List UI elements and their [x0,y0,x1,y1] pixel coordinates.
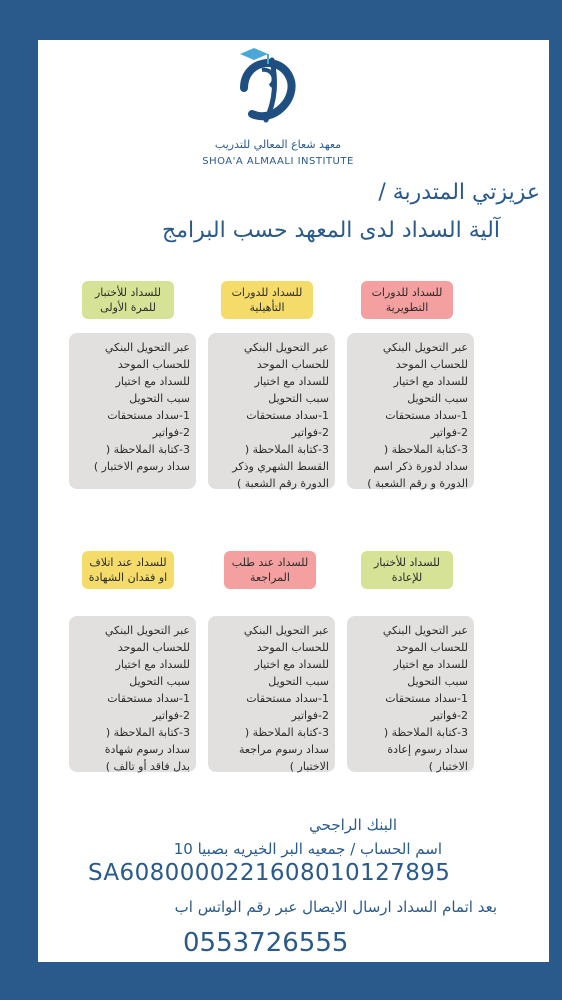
card-body-exam-retake: عبر التحويل البنكي للحساب الموحد للسداد مع اختيار سبب التحويل 1-سداد مستحقات 2-فواتير 3-كتابة الملاحظة ( سداد رسوم إعادة الاختبار ) [347,616,474,772]
card-body-review-request: عبر التحويل البنكي للحساب الموحد للسداد مع اختيار سبب التحويل 1-سداد مستحقات 2-فواتير 3-كتابة الملاحظة ( سداد رسوم مراجعة الاختبار ) [208,616,335,772]
logo-arabic-name: معهد شعاع المعالي للتدريب [214,138,342,151]
account-name: اسم الحساب / جمعيه البر الخيريه بصبيا 10 [173,840,442,858]
card-title-development-courses: للسداد للدورات التطويرية [361,281,453,319]
logo-english-name: SHOA'A ALMAALI INSTITUTE [202,156,354,167]
bank-name: البنك الراجحي [309,816,397,834]
content-card [38,40,549,962]
page-title: آلية السداد لدى المعهد حسب البرامج [162,218,500,243]
whatsapp-phone: 0553726555 [183,928,349,958]
institute-logo-icon [232,40,312,130]
card-title-qualifying-courses: للسداد للدورات التأهيلية [221,281,313,319]
card-title-review-request: للسداد عند طلب المراجعة [224,551,316,589]
card-body-development-courses: عبر التحويل البنكي للحساب الموحد للسداد مع اختيار سبب التحويل 1-سداد مستحقات 2-فواتير 3-كتابة الملاحظة ( سداد لدورة ذكر اسم الدورة و رقم الشعبة ) [347,333,474,489]
card-title-first-exam: للسداد للأختبار للمرة الأولى [82,281,174,319]
card-body-first-exam: عبر التحويل البنكي للحساب الموحد للسداد مع اختيار سبب التحويل 1-سداد مستحقات 2-فواتير 3-كتابة الملاحظة ( سداد رسوم الاختبار ) [69,333,196,489]
card-title-exam-retake: للسداد للأختبار للإعادة [361,551,453,589]
iban-number: SA6080000221608010127895 [88,860,451,886]
whatsapp-note: بعد اتمام السداد ارسال الايصال عبر رقم الواتس اب [174,898,497,916]
card-title-certificate-replacement: للسداد عند اتلاف او فقدان الشهادة [82,551,174,589]
card-body-certificate-replacement: عبر التحويل البنكي للحساب الموحد للسداد مع اختيار سبب التحويل 1-سداد مستحقات 2-فواتير 3-كتابة الملاحظة ( سداد رسوم شهادة بدل فاقد أو تالف ) [69,616,196,772]
greeting: عزيزتي المتدربة / [378,180,540,205]
card-body-qualifying-courses: عبر التحويل البنكي للحساب الموحد للسداد مع اختيار سبب التحويل 1-سداد مستحقات 2-فواتير 3-كتابة الملاحظة ( القسط الشهري وذكر الدورة رقم الشعبة ) [208,333,335,489]
